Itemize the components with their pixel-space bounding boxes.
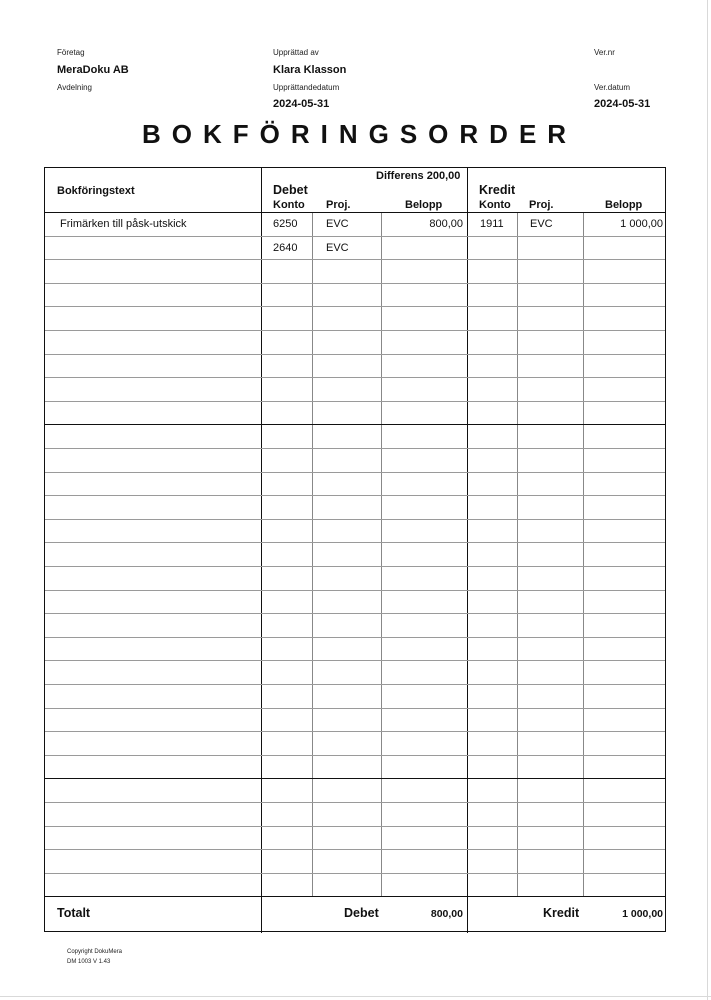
table-row-line	[45, 424, 665, 425]
bokforing-table	[44, 167, 666, 932]
table-vline	[312, 212, 313, 896]
col-header-kredit-belopp: Belopp	[605, 199, 643, 211]
table-row-line	[45, 637, 665, 638]
row1-debet-belopp: 800,00	[429, 218, 463, 230]
table-row-line	[45, 778, 665, 779]
col-header-debet-proj: Proj.	[326, 199, 351, 211]
table-row-line	[45, 236, 665, 237]
table-row-line	[45, 613, 665, 614]
table-vline	[583, 212, 584, 896]
table-vline	[381, 212, 382, 896]
table-row-line	[45, 448, 665, 449]
row1-text: Frimärken till påsk-utskick	[60, 218, 187, 230]
table-row-line	[45, 731, 665, 732]
avdelning-label: Avdelning	[57, 83, 92, 92]
row1-kredit-konto: 1911	[480, 218, 504, 230]
upprattandedatum-value: 2024-05-31	[273, 98, 330, 110]
table-row-line	[45, 566, 665, 567]
col-header-debet-belopp: Belopp	[405, 199, 443, 211]
col-header-kredit-proj: Proj.	[529, 199, 554, 211]
row1-debet-konto: 6250	[273, 218, 298, 230]
row1-kredit-belopp: 1 000,00	[620, 218, 663, 230]
total-kredit-label: Kredit	[543, 906, 580, 920]
page-edge-right	[707, 0, 708, 1000]
table-vline	[517, 212, 518, 896]
table-row-line	[45, 306, 665, 307]
table-row-line	[45, 259, 665, 260]
row1-kredit-proj: EVC	[530, 218, 553, 230]
verdatum-label: Ver.datum	[594, 83, 631, 92]
row2-debet-konto: 2640	[273, 242, 298, 254]
table-row-line	[45, 401, 665, 402]
table-row-line	[45, 377, 665, 378]
table-row-line	[45, 708, 665, 709]
table-row-line	[45, 495, 665, 496]
table-row-line	[45, 542, 665, 543]
table-row-line	[45, 660, 665, 661]
total-label: Totalt	[57, 906, 91, 920]
table-row-line	[45, 896, 665, 897]
upprattad-av-label: Upprättad av	[273, 48, 319, 57]
table-row-line	[45, 873, 665, 874]
differens-text: Differens 200,00	[376, 170, 461, 182]
col-header-bokforingstext: Bokföringstext	[57, 185, 135, 197]
foretag-label: Företag	[57, 48, 85, 57]
table-row-line	[45, 826, 665, 827]
page-title: BOKFÖRINGSORDER	[141, 119, 578, 149]
version-text: DM 1003 V 1.43	[67, 959, 111, 965]
page-edge-bottom	[0, 996, 711, 997]
total-debet-label: Debet	[344, 906, 379, 920]
col-header-kredit-konto: Konto	[479, 199, 511, 211]
upprattandedatum-label: Upprättandedatum	[273, 83, 340, 92]
debet-section-label: Debet	[273, 183, 308, 197]
row1-debet-proj: EVC	[326, 218, 349, 230]
copyright-text: Copyright DokuMera	[67, 949, 123, 955]
table-row-line	[45, 684, 665, 685]
table-row-line	[45, 354, 665, 355]
total-kredit-value: 1 000,00	[622, 908, 663, 920]
row2-debet-proj: EVC	[326, 242, 349, 254]
table-row-line	[45, 519, 665, 520]
kredit-section-label: Kredit	[479, 183, 516, 197]
vernr-label: Ver.nr	[594, 48, 615, 57]
foretag-value: MeraDoku AB	[57, 64, 129, 76]
total-debet-value: 800,00	[430, 908, 463, 920]
upprattad-av-value: Klara Klasson	[273, 64, 347, 76]
table-row-line	[45, 330, 665, 331]
table-row-line	[45, 590, 665, 591]
table-row-line	[45, 755, 665, 756]
table-row-line	[45, 802, 665, 803]
header-separator	[45, 212, 665, 213]
table-row-line	[45, 849, 665, 850]
table-row-line	[45, 472, 665, 473]
col-header-debet-konto: Konto	[273, 199, 305, 211]
verdatum-value: 2024-05-31	[594, 98, 651, 110]
table-row-line	[45, 283, 665, 284]
